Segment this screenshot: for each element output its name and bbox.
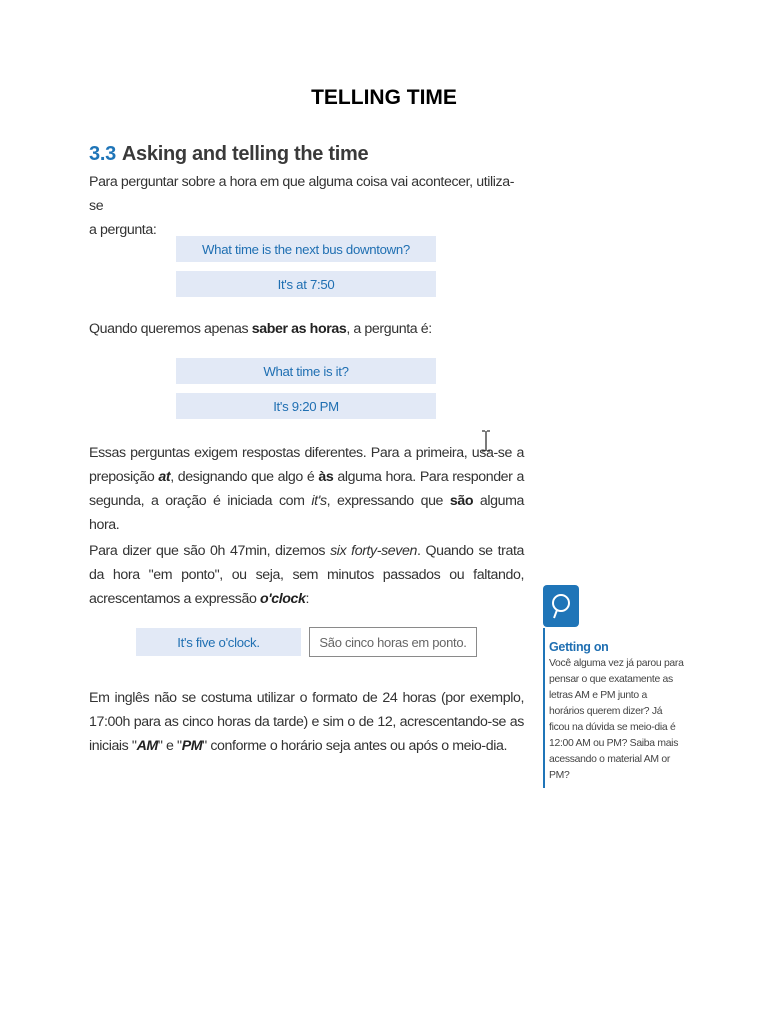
magnifier-icon — [543, 585, 579, 627]
example-question-box-2: What time is it? — [176, 358, 436, 384]
para4-text-1: Para dizer que são 0h 47min, dizemos — [89, 543, 331, 559]
paragraph-am-pm — [89, 686, 524, 758]
para5-text-3: " conforme o horário seja antes ou após o meio-dia. — [202, 738, 507, 754]
para4-bold-oclock: o'clock — [259, 591, 306, 607]
para2-text-2: , a pergunta é: — [346, 321, 432, 337]
para2-text-1: Quando queremos apenas — [89, 321, 252, 337]
intro-line-1: Para perguntar sobre a hora em que alguma coisa vai acontecer, utiliza-se — [89, 174, 515, 214]
para3-text-3: alguma hora. Para responder a segunda, a oração é iniciada com — [89, 469, 524, 509]
para3-bold-as: às — [318, 469, 334, 485]
page-title: TELLING TIME — [311, 86, 457, 109]
para4-italic: six forty-seven — [330, 543, 417, 559]
para3-text-1: Essas perguntas exigem respostas diferentes. Para a primeira, usa-se a preposição — [89, 445, 524, 485]
paragraph-explanation — [89, 441, 524, 537]
section-title: Asking and telling the time — [121, 143, 369, 165]
para3-italic-its: it's — [311, 493, 327, 509]
sidebar-text: Você alguma vez já parou para pensar o que exatamente as letras AM e PM junto a horários querem dizer? Já ficou na dúvida se meio-dia é 12:00 AM ou PM? Saiba mais acessando o material AM or PM? — [549, 658, 684, 781]
para3-text-2: , designando que algo é — [170, 469, 319, 485]
section-heading — [89, 143, 368, 166]
para5-bold-pm: PM — [181, 738, 203, 754]
para3-text-4: , expressando que — [326, 493, 450, 509]
translation-box: São cinco horas em ponto. — [309, 627, 477, 657]
para5-bold-am: AM — [136, 738, 158, 754]
intro-line-2: a pergunta: — [89, 222, 157, 238]
sidebar-divider — [543, 628, 545, 788]
example-answer-box: It's at 7:50 — [176, 271, 436, 297]
para5-text-1: Em inglês não se costuma utilizar o formato de 24 horas (por exemplo, 17:00h para as cinco horas da tarde) e sim o de 12, acrescentando-se as iniciais " — [89, 690, 524, 754]
para5-text-2: " e " — [157, 738, 182, 754]
para3-bold-sao: são — [449, 493, 474, 509]
para2-bold: saber as horas — [251, 321, 347, 337]
section-number: 3.3 — [89, 143, 116, 165]
sidebar-title: Getting on — [549, 640, 609, 654]
intro-paragraph — [89, 170, 524, 242]
para3-text-5: alguma hora. — [89, 493, 525, 533]
text-cursor-icon — [480, 430, 492, 452]
para4-text-2: . Quando se trata da hora "em ponto", ou seja, sem minutos passados ou faltando, acrescentamos a expressão — [89, 543, 524, 607]
example-question-box: What time is the next bus downtown? — [176, 236, 436, 262]
para3-bold-at: at — [158, 469, 171, 485]
paragraph-saber-as-horas — [89, 317, 524, 341]
para4-text-3: : — [305, 591, 310, 607]
paragraph-oclock — [89, 539, 524, 611]
example-oclock-box: It's five o'clock. — [136, 628, 301, 656]
example-answer-box-2: It's 9:20 PM — [176, 393, 436, 419]
